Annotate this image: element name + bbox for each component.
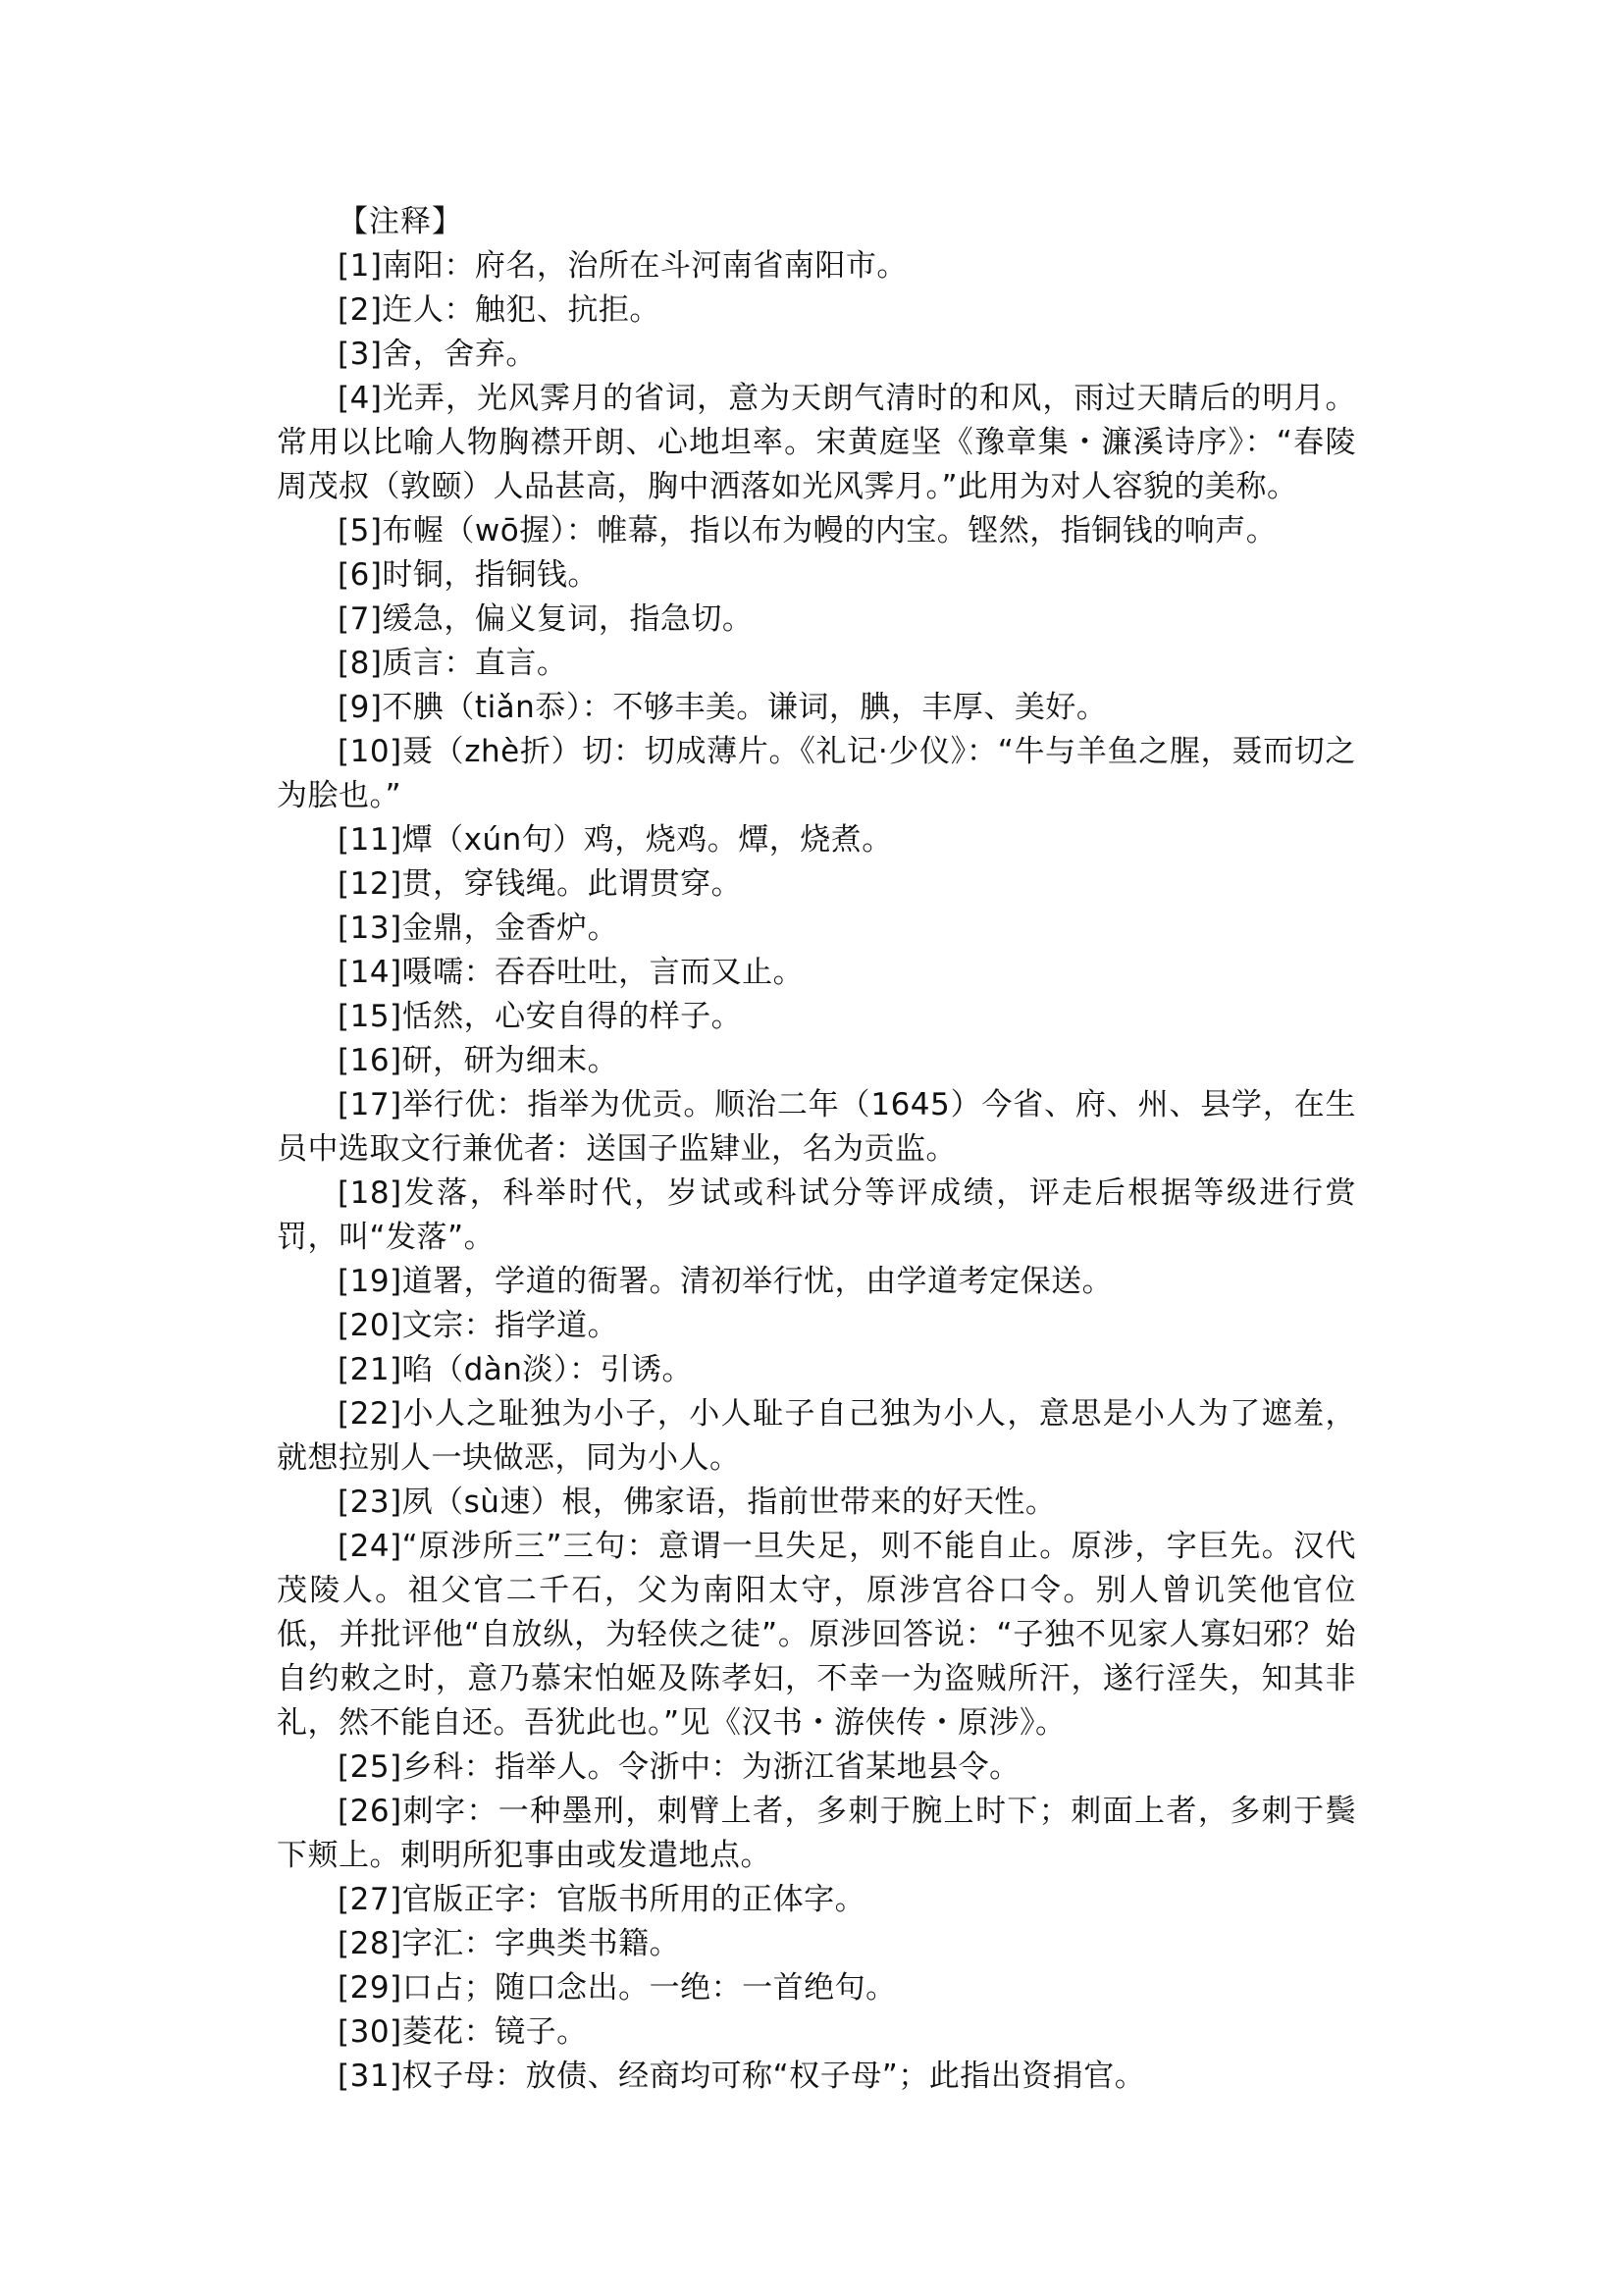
note-item: [19]道署，学道的衙署。清初举行忧，由学道考定保送。	[338, 1264, 1114, 1299]
note-item: [15]恬然，心安自得的样子。	[338, 999, 743, 1034]
note-item: [28]字汇：字典类书籍。	[338, 1926, 681, 1961]
note-item: [27]官版正字：官版书所用的正体字。	[338, 1882, 866, 1917]
note-item: [12]贯，穿钱绳。此谓贯穿。	[338, 866, 743, 902]
note-item: [31]权子母：放债、经商均可称“权子母”；此指出资捐官。	[338, 2059, 1146, 2094]
note-item: [13]金鼎，金香炉。	[338, 911, 619, 946]
note-item: [30]菱花：镜子。	[338, 2014, 588, 2050]
note-item: [23]夙（sù速）根，佛家语，指前世带来的好天性。	[338, 1485, 1057, 1520]
note-item: [7]缓急，偏义复词，指急切。	[338, 601, 754, 637]
note-item: [22]小人之耻独为小子，小人耻子自己独为小人，意思是小人为了遮羞，就想拉别人一块做恶，同为小人。	[277, 1396, 1356, 1476]
note-item: [29]口占；随口念出。一绝：一首绝句。	[338, 1970, 897, 2006]
note-item: [2]迕人：触犯、抗拒。	[338, 292, 660, 328]
section-heading: 【注释】	[338, 204, 463, 239]
note-item: [10]聂（zhè折）切：切成薄片。《礼记·少仪》：“牛与羊鱼之腥，聂而切之为脍也。”	[277, 734, 1356, 813]
note-item: [8]质言：直言。	[338, 646, 568, 681]
note-item: [6]时铜，指铜钱。	[338, 557, 599, 593]
note-item: [25]乡科：指举人。令浙中：为浙江省某地县令。	[338, 1749, 1021, 1785]
note-item: [5]布幄（wō握）：帷幕，指以布为幔的内宝。铿然，指铜钱的响声。	[338, 513, 1278, 548]
note-item: [14]嗫嚅：吞吞吐吐，言而又止。	[338, 955, 805, 990]
note-item: [21]啗（dàn淡）：引诱。	[338, 1352, 693, 1387]
annotation-page	[277, 200, 1356, 2099]
note-item: [3]舍，舍弃。	[338, 337, 537, 372]
note-item: [11]燂（xún句）鸡，烧鸡。燂，烧煮。	[338, 822, 893, 858]
note-item: [18]发落，科举时代，岁试或科试分等评成绩，评走后根据等级进行赏罚，叫“发落”。	[277, 1175, 1356, 1255]
note-item: [26]刺字：一种墨刑，刺臂上者，多刺于腕上时下；刺面上者，多刺于鬓下颊上。刺明所犯事由或发遣地点。	[277, 1794, 1356, 1873]
note-item: [9]不腆（tiǎn忝）：不够丰美。谦词，腆，丰厚、美好。	[338, 690, 1108, 725]
note-item: [4]光弄，光风霁月的省词，意为天朗气清时的和风，雨过天睛后的明月。常用以比喻人物胸襟开朗、心地坦率。宋黄庭坚《豫章集・濂溪诗序》：“春陵周茂叔（敦颐）人品甚高，胸中洒落如光风霁月。”此用为对人容貌的美称。	[277, 381, 1356, 504]
note-item: [1]南阳：府名，治所在斗河南省南阳市。	[338, 248, 908, 284]
note-item: [16]研，研为细末。	[338, 1043, 619, 1078]
note-item: [24]“原涉所三”三句：意谓一旦失足，则不能自止。原涉，字巨先。汉代茂陵人。祖父官二千石，父为南阳太守，原涉宫谷口令。别人曾讥笑他官位低，并批评他“自放纵，为轻侠之徒”。原涉回答说：“子独不见家人寡妇邪？始自约敕之时，意乃慕宋怕姬及陈孝妇，不幸一为盗贼所汗，遂行淫失，知其非礼，然不能自还。吾犹此也。”见《汉书・游侠传・原涉》。	[277, 1529, 1356, 1741]
note-item: [17]举行优：指举为优贡。顺治二年（1645）今省、府、州、县学，在生员中选取文行兼优者：送国子监肄业，名为贡监。	[277, 1087, 1356, 1167]
note-item: [20]文宗：指学道。	[338, 1308, 619, 1343]
